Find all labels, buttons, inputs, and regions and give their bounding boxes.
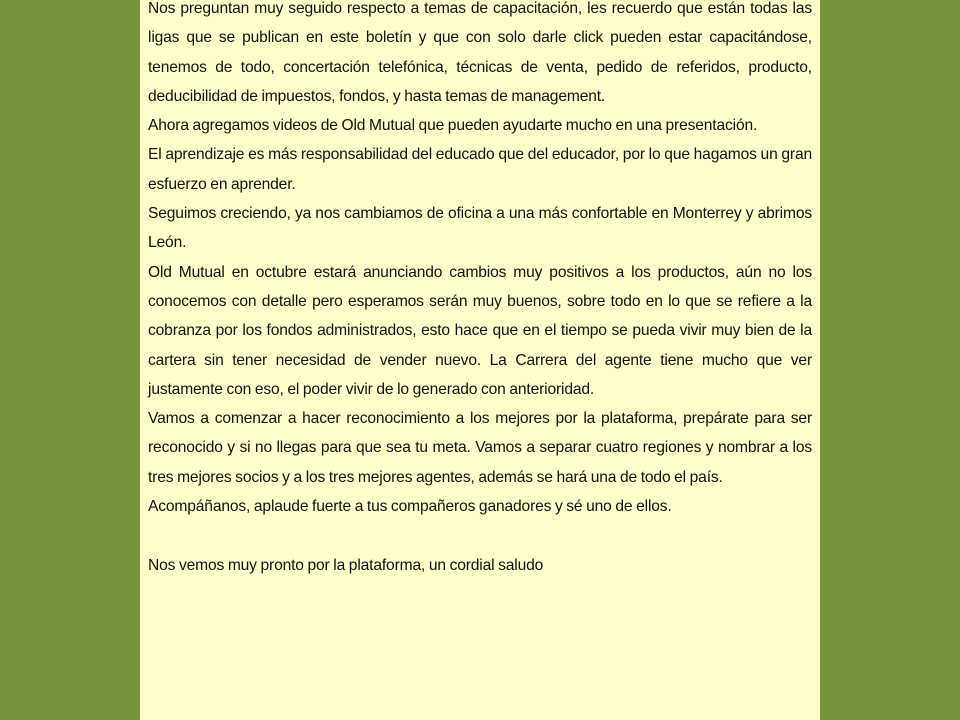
paragraph-applause: Acompáñanos, aplaude fuerte a tus compañeros ganadores y sé uno de ellos. — [148, 498, 672, 516]
blank-line — [148, 521, 812, 550]
document-page — [140, 0, 820, 720]
paragraph-training: Nos preguntan muy seguido respecto a temas de capacitación, les recuerdo que están todas las ligas que se publican en este boletín y que con solo darle click pueden estar capacitándose, tenemos de todo, concertación telefónica, técnicas de venta, pedido de referidos, producto, deducibilidad de impuestos, fondos, y hasta temas de management. — [148, 0, 812, 105]
paragraph-product-changes: Old Mutual en octubre estará anunciando cambios muy positivos a los productos, aún no los conocemos con detalle pero esperamos serán muy buenos, sobre todo en lo que se refiere a la cobranza por los fondos administrados, esto hace que en el tiempo se pueda vivir muy bien de la cartera sin tener necesidad de vender nuevo. La Carrera del agente tiene mucho que ver justamente con eso, el poder vivir de lo generado con anterioridad. — [148, 263, 812, 398]
paragraph-videos: Ahora agregamos videos de Old Mutual que pueden ayudarte mucho en una presentación. — [148, 117, 758, 135]
paragraph-learning: El aprendizaje es más responsabilidad del educado que del educador, por lo que hagamos un gran esfuerzo en aprender. — [148, 146, 812, 193]
document-body — [148, 0, 812, 580]
closing-line: Nos vemos muy pronto por la plataforma, un cordial saludo — [148, 556, 544, 574]
paragraph-growth: Seguimos creciendo, ya nos cambiamos de oficina a una más confortable en Monterrey y abrimos León. — [148, 205, 812, 252]
paragraph-recognition: Vamos a comenzar a hacer reconocimiento a los mejores por la plataforma, prepárate para ser reconocido y si no llegas para que sea tu meta. Vamos a separar cuatro regiones y nombrar a los tres mejores socios y a los tres mejores agentes, además se hará una de todo el país. — [148, 410, 812, 486]
